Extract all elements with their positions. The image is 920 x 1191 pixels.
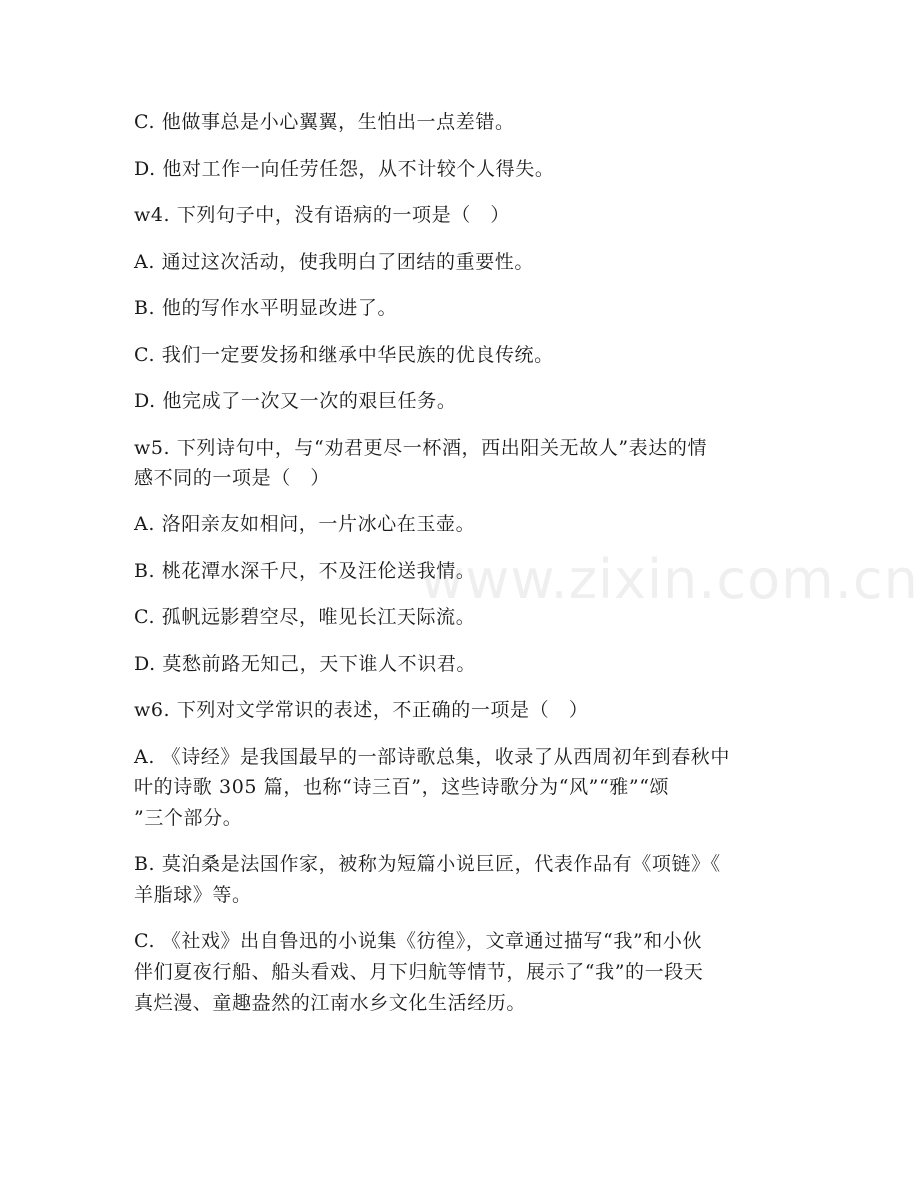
watermark: www.zixin.com.cn [420,548,919,611]
option-b-q6-line-1: B. 莫泊桑是法国作家，被称为短篇小说巨匠，代表作品有《项链》《 [134,853,721,875]
question-5-line-1: w5. 下列诗句中，与“劝君更尽一杯酒，西出阳关无故人”表达的情 [134,437,708,459]
option-c-q6-line-2: 伴们夏夜行船、船头看戏、月下归航等情节，展示了“我”的一段天 [134,961,704,983]
option-b-q4: B. 他的写作水平明显改进了。 [134,297,398,319]
option-a-q6-line-2: 叶的诗歌 305 篇，也称“诗三百”，这些诗歌分为“风”“雅”“颂 [134,776,670,798]
option-a-q4: A. 通过这次活动，使我明白了团结的重要性。 [134,251,535,273]
option-d-q5: D. 莫愁前路无知己，天下谁人不识君。 [134,653,477,675]
option-b-q5: B. 桃花潭水深千尺，不及汪伦送我情。 [134,560,476,582]
option-d-q4: D. 他完成了一次又一次的艰巨任务。 [134,390,457,412]
option-c-q6-line-3: 真烂漫、童趣盎然的江南水乡文化生活经历。 [134,992,527,1014]
option-c-q5: C. 孤帆远影碧空尽，唯见长江天际流。 [134,606,476,628]
option-c-q6-line-1: C. 《社戏》出自鲁迅的小说集《彷徨》，文章通过描写“我”和小伙 [134,930,703,952]
option-b-q6-line-2: 羊脂球》等。 [134,884,252,906]
option-a-q6-line-1: A. 《诗经》是我国最早的一部诗歌总集，收录了从西周初年到春秋中 [134,746,731,768]
option-d-q3: D. 他对工作一向任劳任怨，从不计较个人得失。 [134,158,555,180]
option-c-q4: C. 我们一定要发扬和继承中华民族的优良传统。 [134,344,554,366]
question-4: w4. 下列句子中，没有语病的一项是（ ） [134,204,511,226]
option-a-q6-line-3: ”三个部分。 [134,807,243,829]
question-5-line-2: 感不同的一项是（ ） [134,467,331,489]
question-6: w6. 下列对文学常识的表述，不正确的一项是（ ） [134,699,589,721]
option-a-q5: A. 洛阳亲友如相问，一片冰心在玉壶。 [134,513,476,535]
option-c-q3: C. 他做事总是小心翼翼，生怕出一点差错。 [134,111,515,133]
